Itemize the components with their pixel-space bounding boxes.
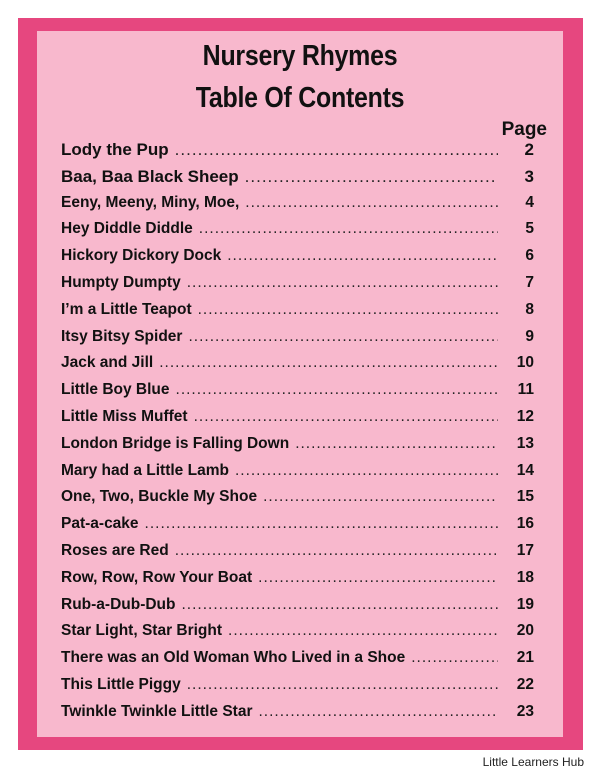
dot-leader <box>188 328 498 346</box>
toc-entry-title: Pat-a-cake <box>61 515 139 533</box>
toc-entry-title: Baa, Baa Black Sheep <box>61 166 239 186</box>
dot-leader <box>258 569 498 587</box>
dot-leader <box>263 488 498 506</box>
toc-entry[interactable] <box>61 274 534 301</box>
toc-entry-page: 10 <box>516 354 534 372</box>
toc-entry-page: 8 <box>525 300 534 318</box>
toc-entry[interactable] <box>61 247 534 274</box>
toc-entry-page: 5 <box>525 220 534 238</box>
toc-entry[interactable] <box>61 596 534 623</box>
toc-entry[interactable] <box>61 676 534 703</box>
dot-leader <box>295 435 498 453</box>
toc-entry-page: 2 <box>524 140 534 159</box>
toc-entry[interactable] <box>61 703 534 730</box>
toc-list <box>61 140 534 730</box>
toc-entry-title: This Little Piggy <box>61 675 181 693</box>
dot-leader <box>187 676 498 694</box>
dot-leader <box>235 462 498 480</box>
dot-leader <box>198 301 498 319</box>
dot-leader <box>145 515 498 533</box>
toc-entry-page: 9 <box>525 327 534 345</box>
toc-entry-page: 21 <box>516 649 534 667</box>
toc-entry-title: I’m a Little Teapot <box>61 300 192 318</box>
toc-entry[interactable] <box>61 220 534 247</box>
toc-entry-title: Mary had a Little Lamb <box>61 461 229 479</box>
toc-entry-page: 13 <box>516 434 534 452</box>
toc-entry-page: 7 <box>525 273 534 291</box>
toc-entry-title: Humpty Dumpty <box>61 273 181 291</box>
dot-leader <box>227 247 498 265</box>
page-title: Nursery Rhymes <box>202 40 398 72</box>
dot-leader <box>175 140 498 160</box>
toc-entry-page: 18 <box>516 568 534 586</box>
toc-entry[interactable] <box>61 167 534 194</box>
toc-entry-page: 4 <box>525 193 534 211</box>
dot-leader <box>182 596 499 614</box>
toc-entry-page: 23 <box>516 702 534 720</box>
toc-entry-page: 11 <box>517 381 534 399</box>
dot-leader <box>159 354 498 372</box>
toc-entry-title: Hickory Dickory Dock <box>61 247 222 265</box>
toc-entry-title: Eeny, Meeny, Miny, Moe, <box>61 193 240 211</box>
page-subtitle: Table Of Contents <box>195 82 405 114</box>
toc-entry[interactable] <box>61 488 534 515</box>
dot-leader <box>176 381 498 399</box>
toc-entry[interactable] <box>61 462 534 489</box>
dot-leader <box>245 194 498 212</box>
toc-entry[interactable] <box>61 408 534 435</box>
footer-credit: Little Learners Hub <box>482 755 584 769</box>
toc-entry[interactable] <box>61 649 534 676</box>
toc-entry-title: Roses are Red <box>61 541 169 559</box>
toc-entry[interactable] <box>61 328 534 355</box>
toc-entry-title: Star Light, Star Bright <box>61 622 223 640</box>
toc-entry[interactable] <box>61 622 534 649</box>
toc-entry-page: 15 <box>516 488 534 506</box>
toc-entry-page: 20 <box>516 622 534 640</box>
toc-entry-page: 19 <box>516 595 534 613</box>
toc-entry[interactable] <box>61 301 534 328</box>
dot-leader <box>245 167 498 187</box>
toc-entry-page: 16 <box>516 515 534 533</box>
toc-entry-title: Rub-a-Dub-Dub <box>61 595 176 613</box>
dot-leader <box>228 622 498 640</box>
toc-entry-page: 12 <box>516 407 534 425</box>
dot-leader <box>199 220 498 238</box>
toc-entry-page: 3 <box>524 166 534 186</box>
toc-entry-title: One, Two, Buckle My Shoe <box>61 488 258 506</box>
toc-entry-title: Jack and Jill <box>61 354 154 372</box>
toc-entry[interactable] <box>61 381 534 408</box>
dot-leader <box>194 408 498 426</box>
toc-entry[interactable] <box>61 354 534 381</box>
toc-entry-title: Little Boy Blue <box>61 381 170 399</box>
toc-entry-title: Twinkle Twinkle Little Star <box>61 702 253 720</box>
toc-entry-title: Row, Row, Row Your Boat <box>61 568 253 586</box>
page-column-header: Page <box>501 119 547 140</box>
toc-entry-title: Hey Diddle Diddle <box>61 220 193 238</box>
toc-entry[interactable] <box>61 542 534 569</box>
toc-entry-page: 14 <box>516 461 534 479</box>
toc-entry-title: London Bridge is Falling Down <box>61 434 290 452</box>
toc-entry[interactable] <box>61 569 534 596</box>
toc-entry[interactable] <box>61 194 534 221</box>
toc-entry[interactable] <box>61 435 534 462</box>
dot-leader <box>175 542 498 560</box>
dot-leader <box>259 703 499 721</box>
toc-entry-title: Itsy Bitsy Spider <box>61 327 183 345</box>
toc-entry-page: 17 <box>516 541 534 559</box>
dot-leader <box>187 274 498 292</box>
toc-entry-title: There was an Old Woman Who Lived in a Shoe <box>61 649 406 667</box>
toc-entry-title: Little Miss Muffet <box>61 407 188 425</box>
toc-entry[interactable] <box>61 515 534 542</box>
toc-entry-title: Lody the Pup <box>61 140 169 159</box>
toc-entry-page: 22 <box>516 675 534 693</box>
dot-leader <box>411 649 498 667</box>
toc-entry-page: 6 <box>525 247 534 265</box>
toc-entry[interactable] <box>61 140 534 167</box>
